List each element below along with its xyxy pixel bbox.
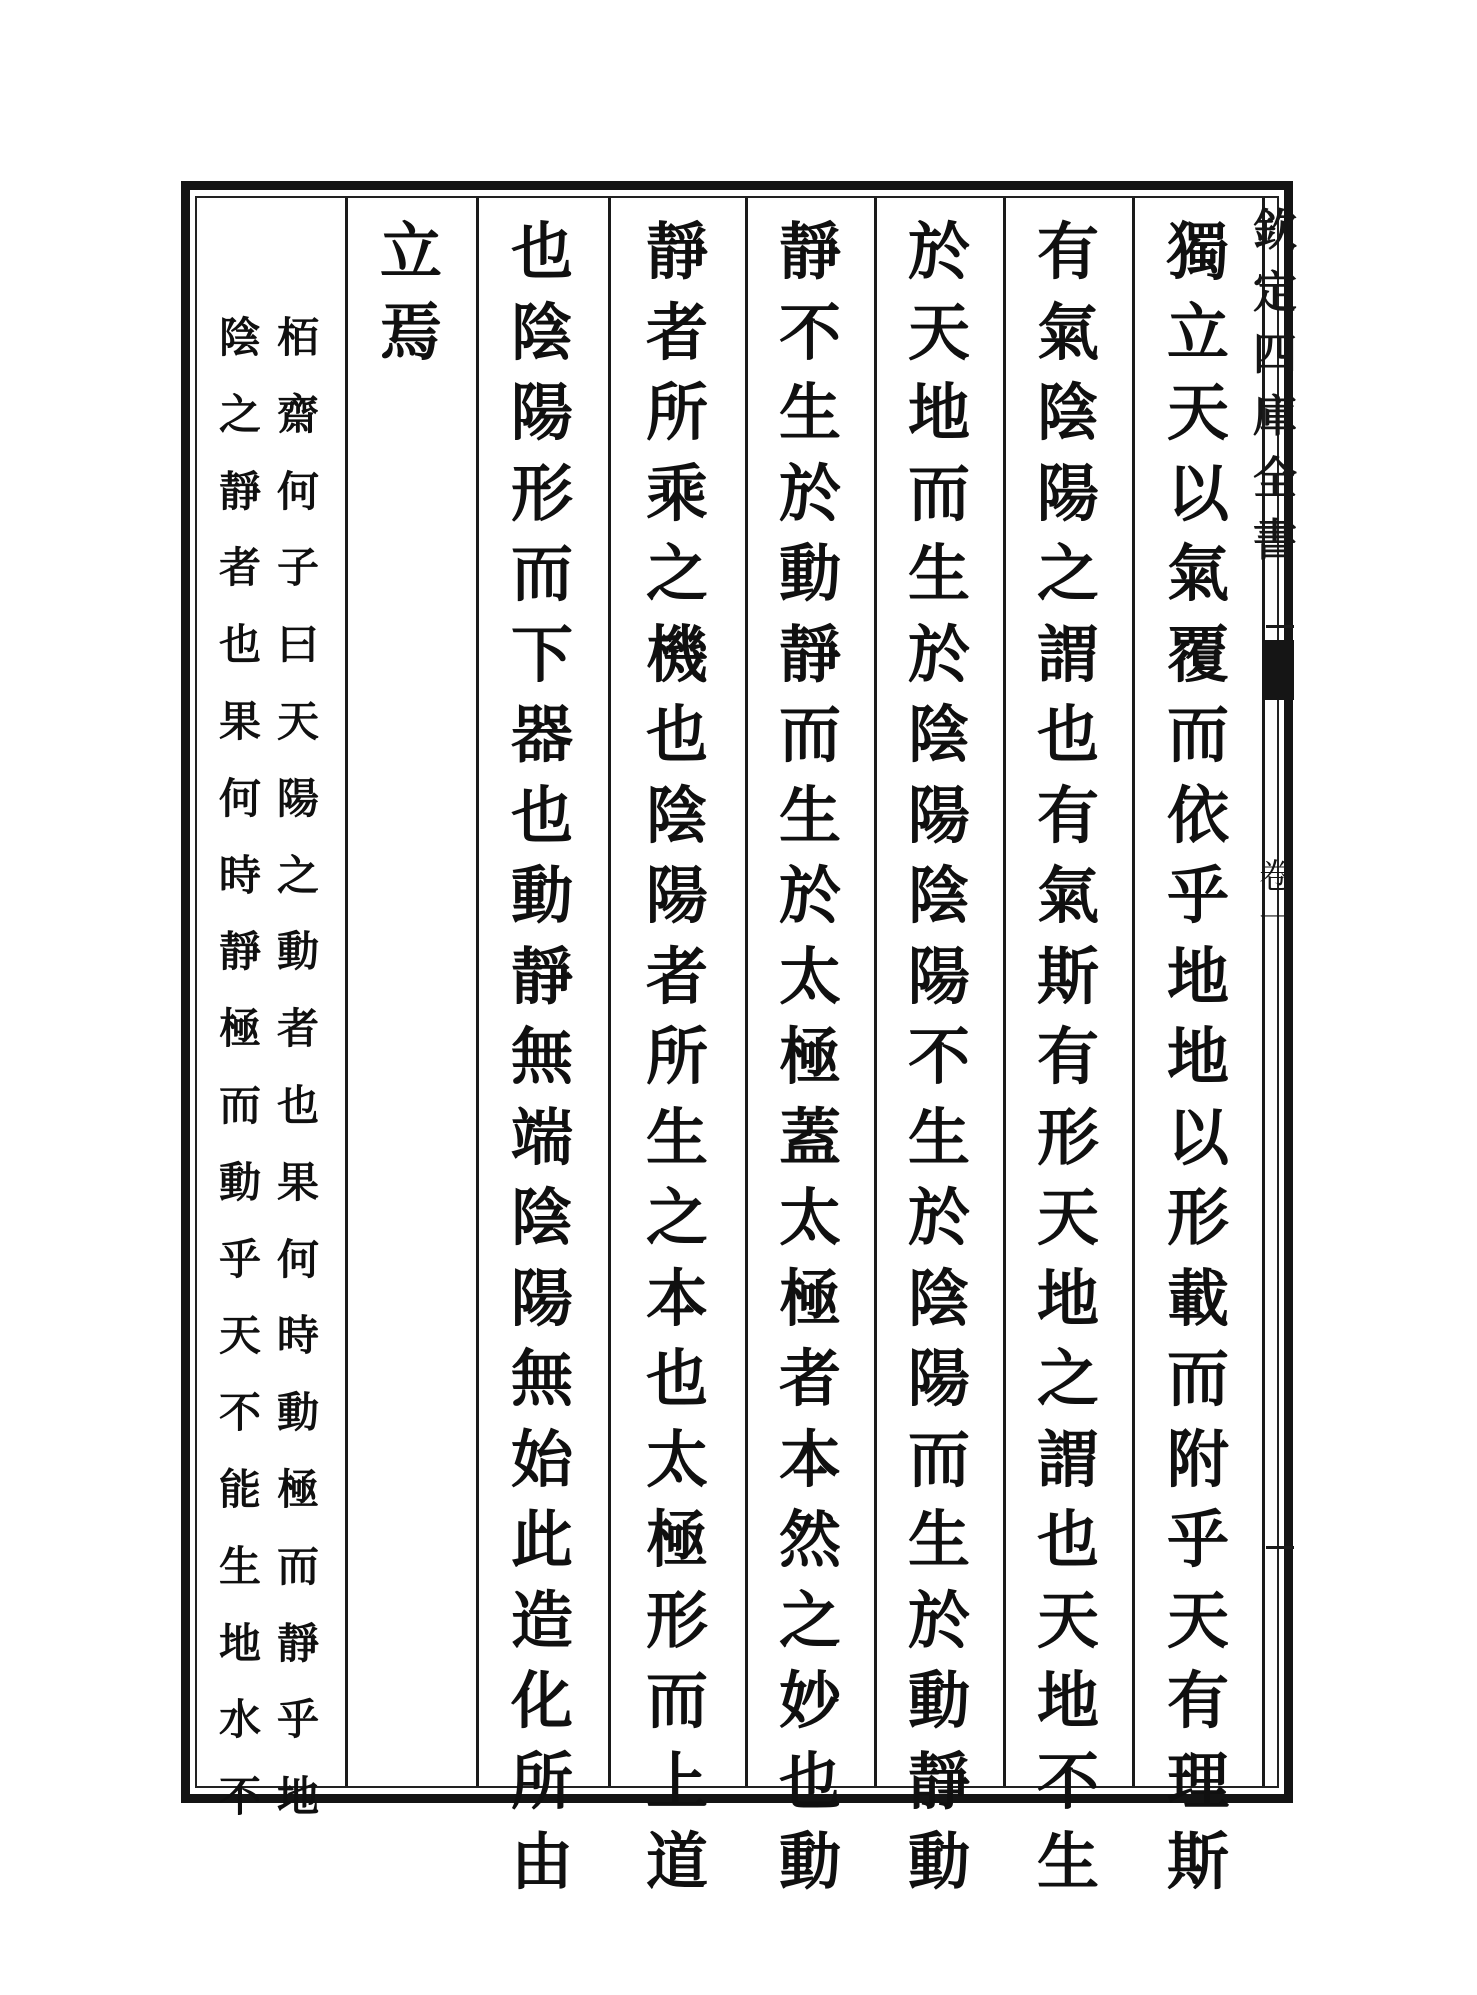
glyph: 而 [510,537,573,610]
glyph: 陰 [510,295,573,369]
glyph: 庫 [1253,391,1297,442]
glyph: 乘 [645,456,708,530]
glyph: 書 [1253,515,1297,566]
glyph: 陽 [510,1261,573,1335]
glyph: 全 [1253,453,1297,504]
glyph: 立 [1166,295,1229,369]
glyph: 生 [907,537,970,610]
glyph: 於 [778,859,841,932]
glyph: 動 [276,1388,319,1438]
glyph: 於 [778,456,841,530]
column-rule [745,198,748,1786]
glyph: 也 [1036,1503,1099,1576]
glyph: 天 [907,295,970,369]
glyph: 何 [218,773,261,823]
glyph: 欽 [1253,205,1297,256]
commentary-column-1 [266,300,330,1836]
glyph: 陰 [1036,376,1099,449]
glyph: 地 [1166,939,1229,1013]
glyph: 靜 [778,215,841,288]
glyph: 不 [1036,1744,1099,1818]
glyph: 天 [218,1311,261,1361]
glyph: 之 [276,850,319,900]
glyph: 者 [645,295,708,369]
glyph: 也 [218,620,261,670]
glyph: 器 [510,698,573,771]
glyph: 有 [1166,1664,1229,1737]
glyph: 乎 [218,1234,261,1284]
glyph: 栢 [276,313,319,362]
margin-rule [1266,1546,1294,1549]
glyph: 生 [778,376,841,449]
glyph: 生 [778,778,841,852]
glyph: 有 [1036,215,1099,288]
glyph: 謂 [1036,1422,1099,1496]
fishtail-mark [1262,640,1294,700]
glyph: 無 [510,1020,573,1093]
glyph: 太 [778,1181,841,1254]
glyph: 極 [218,1004,261,1054]
glyph: 生 [645,1100,708,1174]
glyph: 立 [379,215,442,288]
glyph: 也 [276,1080,319,1130]
glyph: 不 [218,1388,261,1438]
glyph: 以 [1166,456,1229,530]
text-column-4 [760,212,860,1903]
glyph: 而 [907,1422,970,1496]
glyph: 陰 [907,1261,970,1335]
glyph: 靜 [778,617,841,691]
glyph: 動 [218,1157,261,1207]
glyph: 形 [645,1583,708,1657]
glyph: 蓋 [778,1100,841,1174]
glyph: 有 [1036,1020,1099,1093]
glyph: 生 [1036,1825,1099,1898]
glyph: 能 [218,1464,261,1514]
glyph: 氣 [1036,295,1099,369]
glyph: 陰 [645,778,708,852]
glyph: 動 [907,1664,970,1737]
glyph: 而 [276,1541,319,1591]
glyph: 有 [1036,778,1099,852]
margin-book-title [1245,200,1305,572]
glyph: 載 [1166,1261,1229,1335]
glyph: 氣 [1166,537,1229,610]
glyph: 動 [907,1825,970,1898]
glyph: 陰 [510,1181,573,1254]
glyph: 端 [510,1100,573,1174]
glyph: 於 [907,1583,970,1657]
glyph: 天 [1166,376,1229,449]
glyph: 附 [1166,1422,1229,1496]
glyph: 陽 [907,1342,970,1415]
text-column-3 [889,212,989,1903]
glyph: 陽 [907,939,970,1013]
glyph: 化 [510,1664,573,1737]
glyph: 以 [1166,1100,1229,1174]
glyph: 獨 [1166,215,1229,288]
glyph: 之 [1036,1342,1099,1415]
glyph: 地 [1036,1261,1099,1335]
glyph: 何 [276,466,319,516]
glyph: 然 [778,1503,841,1576]
glyph: 動 [778,1825,841,1898]
glyph: 理 [1166,1744,1229,1818]
glyph: 者 [276,1004,319,1054]
glyph: 本 [778,1422,841,1496]
glyph: 乎 [276,1695,319,1745]
glyph: 道 [645,1825,708,1898]
glyph: 乎 [1166,859,1229,932]
glyph: 時 [218,850,261,900]
glyph: 而 [778,698,841,771]
glyph: 生 [907,1503,970,1576]
glyph: 而 [218,1080,261,1130]
glyph: 地 [907,376,970,449]
glyph: 四 [1253,329,1297,380]
text-column-5 [627,212,727,1903]
glyph: 由 [510,1825,573,1898]
column-rule [345,198,348,1786]
glyph: 而 [1166,1342,1229,1415]
glyph: 靜 [276,1618,319,1668]
glyph: 陽 [1036,456,1099,530]
glyph: 靜 [645,215,708,288]
column-rule [1003,198,1006,1786]
glyph: 一 [1259,899,1293,939]
glyph: 果 [276,1157,319,1207]
glyph: 氣 [1036,859,1099,932]
column-rule [608,198,611,1786]
glyph: 靜 [218,466,261,516]
glyph: 靜 [218,927,261,977]
glyph: 也 [778,1744,841,1818]
glyph: 依 [1166,778,1229,852]
glyph: 何 [276,1234,319,1284]
glyph: 而 [1166,698,1229,771]
glyph: 天 [1036,1583,1099,1657]
glyph: 果 [218,696,261,746]
glyph: 乎 [1166,1503,1229,1576]
glyph: 極 [778,1261,841,1335]
glyph: 所 [645,1020,708,1093]
glyph: 齋 [276,389,319,439]
glyph: 動 [276,927,319,977]
glyph: 本 [645,1261,708,1335]
glyph: 者 [778,1342,841,1415]
glyph: 之 [1036,537,1099,610]
glyph: 水 [218,1695,261,1745]
glyph: 形 [510,456,573,530]
column-rule [874,198,877,1786]
glyph: 也 [510,215,573,288]
glyph: 不 [778,295,841,369]
glyph: 妙 [778,1664,841,1737]
text-column-6 [492,212,592,1903]
glyph: 焉 [379,295,442,369]
glyph: 極 [778,1020,841,1093]
glyph: 也 [510,778,573,852]
glyph: 天 [1036,1181,1099,1254]
glyph: 天 [276,696,319,746]
glyph: 於 [907,617,970,691]
glyph: 無 [510,1342,573,1415]
glyph: 機 [645,617,708,691]
glyph: 所 [645,376,708,449]
margin-rule [1266,625,1294,628]
glyph: 陽 [276,773,319,823]
glyph: 地 [1036,1664,1099,1737]
glyph: 之 [645,1181,708,1254]
glyph: 此 [510,1503,573,1576]
glyph: 之 [778,1583,841,1657]
commentary-column-2 [208,300,272,1836]
glyph: 斯 [1166,1825,1229,1898]
glyph: 陰 [218,313,261,362]
column-rule [476,198,479,1786]
glyph: 下 [510,617,573,691]
glyph: 也 [1036,698,1099,771]
glyph: 上 [645,1744,708,1818]
glyph: 所 [510,1744,573,1818]
glyph: 始 [510,1422,573,1496]
glyph: 太 [778,939,841,1013]
glyph: 太 [645,1422,708,1496]
glyph: 動 [510,859,573,932]
glyph: 而 [907,456,970,530]
glyph: 定 [1253,267,1297,318]
glyph: 卷 [1259,857,1293,897]
glyph: 不 [907,1020,970,1093]
glyph: 於 [907,1181,970,1254]
text-column-2 [1018,212,1118,1903]
glyph: 於 [907,215,970,288]
glyph: 動 [778,537,841,610]
text-column-1 [1148,212,1248,1903]
glyph: 地 [276,1772,319,1822]
glyph: 陽 [907,778,970,852]
glyph: 者 [218,543,261,593]
column-rule [1132,198,1135,1786]
glyph: 生 [907,1100,970,1174]
glyph: 極 [276,1464,319,1514]
margin-juan-number [1256,856,1296,940]
glyph: 斯 [1036,939,1099,1013]
glyph: 極 [645,1503,708,1576]
glyph: 子 [276,543,319,593]
glyph: 之 [645,537,708,610]
glyph: 天 [1166,1583,1229,1657]
glyph: 謂 [1036,617,1099,691]
glyph: 地 [218,1618,261,1668]
glyph: 陽 [645,859,708,932]
glyph: 時 [276,1311,319,1361]
text-column-7 [361,212,461,373]
glyph: 形 [1036,1100,1099,1174]
glyph: 形 [1166,1181,1229,1254]
glyph: 者 [645,939,708,1013]
glyph: 曰 [276,620,319,670]
glyph: 之 [218,389,261,439]
glyph: 靜 [510,939,573,1013]
glyph: 陰 [907,859,970,932]
glyph: 也 [645,1342,708,1415]
glyph: 造 [510,1583,573,1657]
glyph: 地 [1166,1020,1229,1093]
glyph: 而 [645,1664,708,1737]
glyph: 陰 [907,698,970,771]
glyph: 生 [218,1541,261,1591]
glyph: 也 [645,698,708,771]
glyph: 靜 [907,1744,970,1818]
glyph: 不 [218,1772,261,1822]
glyph: 陽 [510,376,573,449]
glyph: 覆 [1166,617,1229,691]
